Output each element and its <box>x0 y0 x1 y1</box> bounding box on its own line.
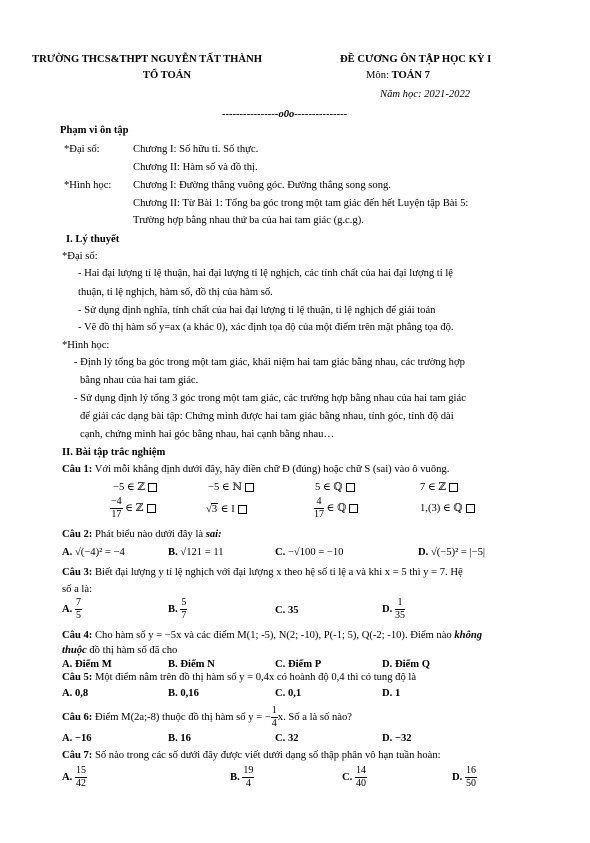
theory-g1-line1: - Định lý tổng ba góc trong một tam giác, khái niệm hai tam giác bằng nhau, các trường hợp <box>74 357 465 368</box>
fraction: $\frac{1}{35}$ <box>394 597 405 621</box>
theory-g2-line2: để giải các dạng bài tập: Chứng minh được hai tam giác bằng nhau, tính góc, tính độ dài <box>80 411 454 422</box>
scope-geometry-ch2-line2: Trường hợp bằng nhau thứ ba của hai tam giác (g.c.g). <box>133 215 364 226</box>
fraction: $\frac{1}{4}$ <box>271 705 277 729</box>
q3-option-b: B. $\frac{5}{7}$ <box>168 597 187 621</box>
q1-item-4: 7 ∈ ℤ <box>420 482 458 494</box>
theory-a1-line1: - Hai đại lượng tỉ lệ thuận, hai đại lượng tỉ lệ nghịch, các tính chất của hai đại lượng tỉ lệ <box>78 268 453 279</box>
divider: ----------------o0o--------------- <box>222 109 348 120</box>
q1-item-8: 1,(3) ∈ ℚ <box>420 503 475 515</box>
theory-g2-line3: cạnh, chứng minh hai góc bằng nhau, hai cạnh bằng nhau… <box>80 429 335 440</box>
exercises-title: II. Bài tập trắc nghiệm <box>62 447 166 458</box>
question-4-line2: thuộc đồ thị hàm số đã cho <box>62 645 178 656</box>
theory-a1-line2: thuận, tỉ lệ nghịch, hàm số, đồ thị của hàm số. <box>78 287 273 298</box>
q7-option-a: A. $\frac{15}{42}$ <box>62 765 86 789</box>
answer-box[interactable] <box>148 483 157 492</box>
q1-item-6: √3 ∈ I <box>206 503 247 516</box>
q1-item-2: −5 ∈ ℕ <box>208 482 254 494</box>
q1-item-5: $\frac{-4}{17}$ ∈ ℤ <box>110 497 156 520</box>
answer-box[interactable] <box>349 504 358 513</box>
answer-box[interactable] <box>238 505 247 514</box>
q5-option-c: C. 0,1 <box>275 688 302 699</box>
q3-option-a: A. $\frac{7}{5}$ <box>62 597 81 621</box>
sqrt-symbol: √ <box>206 504 212 515</box>
question-3-line2: số a là: <box>62 584 93 595</box>
q5-option-b: B. 0,16 <box>168 688 199 699</box>
q6-option-d: D. −32 <box>382 733 412 744</box>
theory-g2-line1: - Sử dụng định lý tổng 3 góc trong một tam giác, các trường hợp bằng nhau của hai tam giác <box>74 393 466 404</box>
school-year: Năm học: 2021-2022 <box>380 89 471 100</box>
scope-geometry-ch1: Chương I: Đường thẳng vuông góc. Đường thẳng song song. <box>133 180 391 191</box>
q6-option-c: C. 32 <box>275 733 299 744</box>
q1-item-1: −5 ∈ ℤ <box>113 482 157 494</box>
scope-geometry-ch2-line1: Chương II: Từ Bài 1: Tổng ba góc trong một tam giác đến hết Luyện tập Bài 5: <box>133 198 469 209</box>
fraction: $\frac{4}{17}$ <box>314 496 324 520</box>
answer-box[interactable] <box>346 483 355 492</box>
theory-title: I. Lý thuyết <box>66 234 120 245</box>
q3-option-d: D. $\frac{1}{35}$ <box>382 597 405 621</box>
q2-option-c: C. −√100 = −10 <box>275 547 344 558</box>
fraction: $\frac{19}{4}$ <box>243 765 254 789</box>
question-4-line1: Câu 4: Cho hàm số y = −5x và các điểm M(1; -5), N(2; -10), P(-1; 5), Q(-2; -10). Điểm nào không <box>62 630 483 641</box>
q7-option-b: B. $\frac{19}{4}$ <box>230 765 254 789</box>
theory-g1-line2: bằng nhau của hai tam giác. <box>80 375 199 386</box>
q4-option-d: D. Điểm Q <box>382 659 430 670</box>
answer-box[interactable] <box>245 483 254 492</box>
question-7: Câu 7: Số nào trong các số dưới đây được viết dưới dạng số thập phân vô hạn tuần hoàn: <box>62 750 441 761</box>
question-3-line1: Câu 3: Biết đại lượng y tỉ lệ nghịch với đại lượng x theo hệ số tỉ lệ a và khi x = 5 thì y = 7. Hệ <box>62 567 463 578</box>
scope-algebra-label: *Đại số: <box>64 144 100 155</box>
fraction: $\frac{14}{40}$ <box>355 765 366 789</box>
q5-option-d: D. 1 <box>382 688 401 699</box>
fraction: $\frac{16}{50}$ <box>465 765 476 789</box>
q4-option-b: B. Điểm N <box>168 659 215 670</box>
subject-line: Môn: TOÁN 7 <box>366 70 430 81</box>
answer-box[interactable] <box>466 504 475 513</box>
question-1: Câu 1: Với mỗi khẳng định dưới đây, hãy điền chữ Đ (đúng) hoặc chữ S (sai) vào ô vuông. <box>62 464 450 475</box>
theory-a3: - Vẽ đồ thị hàm số y=ax (a khác 0), xác định tọa độ của một điểm trên mặt phẳng tọa độ. <box>78 322 454 333</box>
theory-algebra-label: *Đại số: <box>62 251 98 262</box>
q2-option-a: A. √(−4)² = −4 <box>62 547 125 558</box>
q2-option-b: B. √121 = 11 <box>168 547 224 558</box>
scope-algebra-ch2: Chương II: Hàm số và đồ thị. <box>133 162 258 173</box>
department: TỔ TOÁN <box>142 70 192 81</box>
q1-item-3: 5 ∈ ℚ <box>315 482 355 494</box>
scope-algebra-ch1: Chương I: Số hữu tỉ. Số thực. <box>133 144 259 155</box>
q1-item-7: $\frac{4}{17}$ ∈ ℚ <box>314 497 358 520</box>
theory-a2: - Sử dụng định nghĩa, tính chất của hai đại lượng tỉ lệ thuận, tỉ lệ nghịch để giải toán <box>78 305 436 316</box>
scope-title: Phạm vi ôn tập <box>60 125 129 136</box>
fraction: $\frac{-4}{17}$ <box>111 496 122 520</box>
scope-geometry-label: *Hình học: <box>64 180 112 191</box>
q3-option-c: C. 35 <box>275 605 299 616</box>
fraction: $\frac{15}{42}$ <box>75 765 86 789</box>
q6-option-b: B. 16 <box>168 733 191 744</box>
q2-option-d: D. √(−5)² = |−5| <box>418 547 486 558</box>
answer-box[interactable] <box>449 483 458 492</box>
question-2: Câu 2: Phát biểu nào dưới đây là sai: <box>62 529 222 540</box>
q5-option-a: A. 0,8 <box>62 688 89 699</box>
question-5: Câu 5: Một điểm nằm trên đồ thị hàm số y = 0,4x có hoành độ 0,4 thì có tung độ là <box>62 672 417 683</box>
school-name: TRƯỜNG THCS&THPT NGUYỄN TẤT THÀNH <box>32 54 262 65</box>
doc-title: ĐỀ CƯƠNG ÔN TẬP HỌC KỲ I <box>340 54 492 65</box>
q4-option-a: A. Điểm M <box>62 659 112 670</box>
q4-option-c: C. Điểm P <box>275 659 322 670</box>
q6-option-a: A. −16 <box>62 733 92 744</box>
answer-box[interactable] <box>147 504 156 513</box>
fraction: $\frac{7}{5}$ <box>75 597 81 621</box>
theory-geometry-label: *Hình học: <box>62 340 110 351</box>
q7-option-d: D. $\frac{16}{50}$ <box>452 765 476 789</box>
q7-option-c: C. $\frac{14}{40}$ <box>342 765 366 789</box>
question-6: Câu 6: Điểm M(2a;-8) thuộc đồ thị hàm số y = − $\frac{1}{4}$ x. Số a là số nào? <box>62 705 352 729</box>
fraction: $\frac{5}{7}$ <box>181 597 187 621</box>
